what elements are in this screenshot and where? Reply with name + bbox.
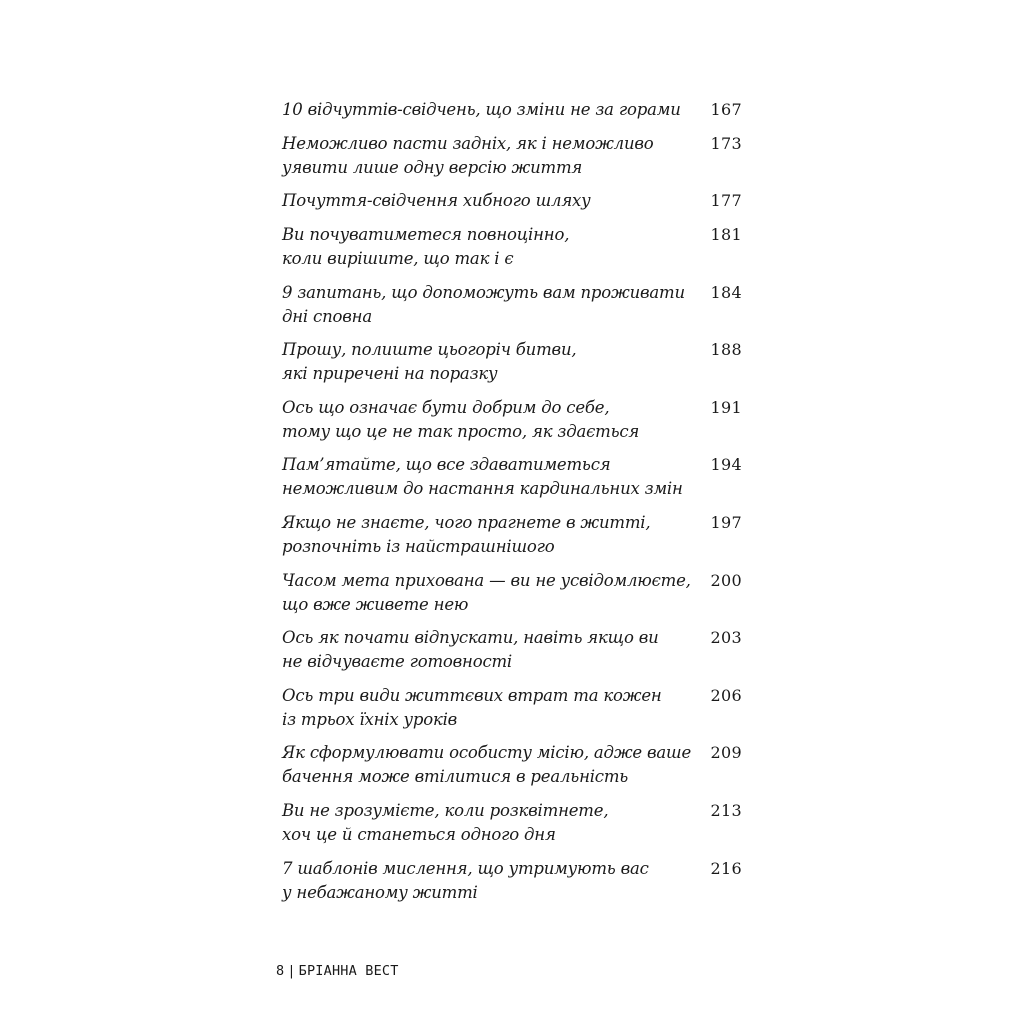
toc-entry[interactable] bbox=[282, 857, 744, 905]
toc-entry[interactable] bbox=[282, 626, 744, 674]
toc-entry[interactable] bbox=[282, 189, 744, 213]
toc-entry-page-number: 209 bbox=[710, 743, 742, 762]
table-of-contents bbox=[282, 98, 744, 902]
toc-entry-page-number: 191 bbox=[710, 398, 742, 417]
toc-entry-title bbox=[282, 453, 682, 501]
toc-entry-page-number: 216 bbox=[710, 859, 742, 878]
toc-entry-page-number: 167 bbox=[710, 100, 742, 119]
toc-entry-page-number: 188 bbox=[710, 340, 742, 359]
toc-entry-line: із трьох їхніх уроків bbox=[282, 710, 458, 729]
page-footer bbox=[276, 963, 399, 979]
toc-entry-line: що вже живете нею bbox=[282, 595, 469, 614]
toc-entry-title bbox=[282, 396, 682, 444]
toc-entry-title bbox=[282, 569, 691, 617]
toc-entry-line: тому що це не так просто, як здається bbox=[282, 422, 640, 441]
toc-entry-line: Пам’ятайте, що все здаватиметься bbox=[282, 455, 611, 474]
toc-entry-title bbox=[282, 626, 682, 674]
toc-entry-title bbox=[282, 684, 682, 732]
toc-entry[interactable] bbox=[282, 223, 744, 271]
toc-entry[interactable] bbox=[282, 338, 744, 386]
toc-entry-title bbox=[282, 741, 692, 789]
toc-entry-line: Як сформулювати особисту місію, адже ваше bbox=[282, 743, 692, 762]
toc-entry-title bbox=[282, 189, 682, 213]
toc-entry[interactable] bbox=[282, 396, 744, 444]
toc-entry-line: Почуття-свідчення хибного шляху bbox=[282, 191, 591, 210]
toc-entry-title bbox=[282, 223, 682, 271]
toc-entry-line: Неможливо пасти задніх, як і неможливо bbox=[282, 134, 654, 153]
toc-entry-title bbox=[282, 338, 682, 386]
toc-entry[interactable] bbox=[282, 453, 744, 501]
toc-entry-line: Якщо не знаєте, чого прагнете в житті, bbox=[282, 513, 651, 532]
toc-entry-line: неможливим до настання кардинальних змін bbox=[282, 479, 683, 498]
toc-entry-page-number: 173 bbox=[710, 134, 742, 153]
toc-entry-line: не відчуваєте готовності bbox=[282, 652, 513, 671]
toc-entry-page-number: 177 bbox=[710, 191, 742, 210]
toc-entry[interactable] bbox=[282, 98, 744, 122]
toc-entry-line: хоч це й станеться одного дня bbox=[282, 825, 556, 844]
footer-separator: | bbox=[287, 963, 296, 979]
toc-entry-title bbox=[282, 281, 685, 329]
toc-entry[interactable] bbox=[282, 684, 744, 732]
toc-entry-page-number: 181 bbox=[710, 225, 742, 244]
toc-entry-title bbox=[282, 511, 682, 559]
toc-entry-title bbox=[282, 857, 682, 905]
toc-entry[interactable] bbox=[282, 132, 744, 180]
toc-entry[interactable] bbox=[282, 799, 744, 847]
toc-entry-line: які приречені на поразку bbox=[282, 364, 498, 383]
toc-entry-line: дні сповна bbox=[282, 307, 372, 326]
toc-entry-page-number: 194 bbox=[710, 455, 742, 474]
toc-entry-page-number: 213 bbox=[710, 801, 742, 820]
toc-entry-line: Ви не зрозумієте, коли розквітнете, bbox=[282, 801, 609, 820]
toc-entry[interactable] bbox=[282, 511, 744, 559]
toc-entry-line: 9 запитань, що допоможуть вам проживати bbox=[282, 283, 685, 302]
toc-entry-line: уявити лише одну версію життя bbox=[282, 158, 583, 177]
toc-entry-line: Ви почуватиметеся повноцінно, bbox=[282, 225, 570, 244]
toc-entry-page-number: 203 bbox=[710, 628, 742, 647]
toc-entry-line: Ось три види життєвих втрат та кожен bbox=[282, 686, 662, 705]
toc-entry[interactable] bbox=[282, 569, 744, 617]
toc-entry-page-number: 200 bbox=[710, 571, 742, 590]
toc-entry-line: 10 відчуттів-свідчень, що зміни не за горами bbox=[282, 100, 681, 119]
toc-entry[interactable] bbox=[282, 281, 744, 329]
toc-entry-line: у небажаному житті bbox=[282, 883, 478, 902]
toc-entry-page-number: 184 bbox=[710, 283, 742, 302]
toc-entry-title bbox=[282, 98, 682, 122]
toc-entry-title bbox=[282, 799, 682, 847]
toc-entry-line: розпочніть із найстрашнішого bbox=[282, 537, 555, 556]
toc-entry-line: 7 шаблонів мислення, що утримують вас bbox=[282, 859, 649, 878]
footer-author: БРІАННА ВЕСТ bbox=[298, 963, 399, 979]
toc-entry-line: Ось що означає бути добрим до себе, bbox=[282, 398, 610, 417]
toc-entry-title bbox=[282, 132, 682, 180]
toc-entry-line: Прошу, полиште цьогоріч битви, bbox=[282, 340, 577, 359]
toc-entry-line: коли вирішите, що так і є bbox=[282, 249, 514, 268]
toc-entry-line: бачення може втілитися в реальність bbox=[282, 767, 629, 786]
toc-entry-page-number: 206 bbox=[710, 686, 742, 705]
toc-entry-line: Ось як почати відпускати, навіть якщо ви bbox=[282, 628, 659, 647]
footer-page-number: 8 bbox=[276, 963, 285, 979]
toc-entry-line: Часом мета прихована — ви не усвідомлюєте, bbox=[282, 571, 691, 590]
toc-entry-page-number: 197 bbox=[710, 513, 742, 532]
toc-entry[interactable] bbox=[282, 741, 744, 789]
